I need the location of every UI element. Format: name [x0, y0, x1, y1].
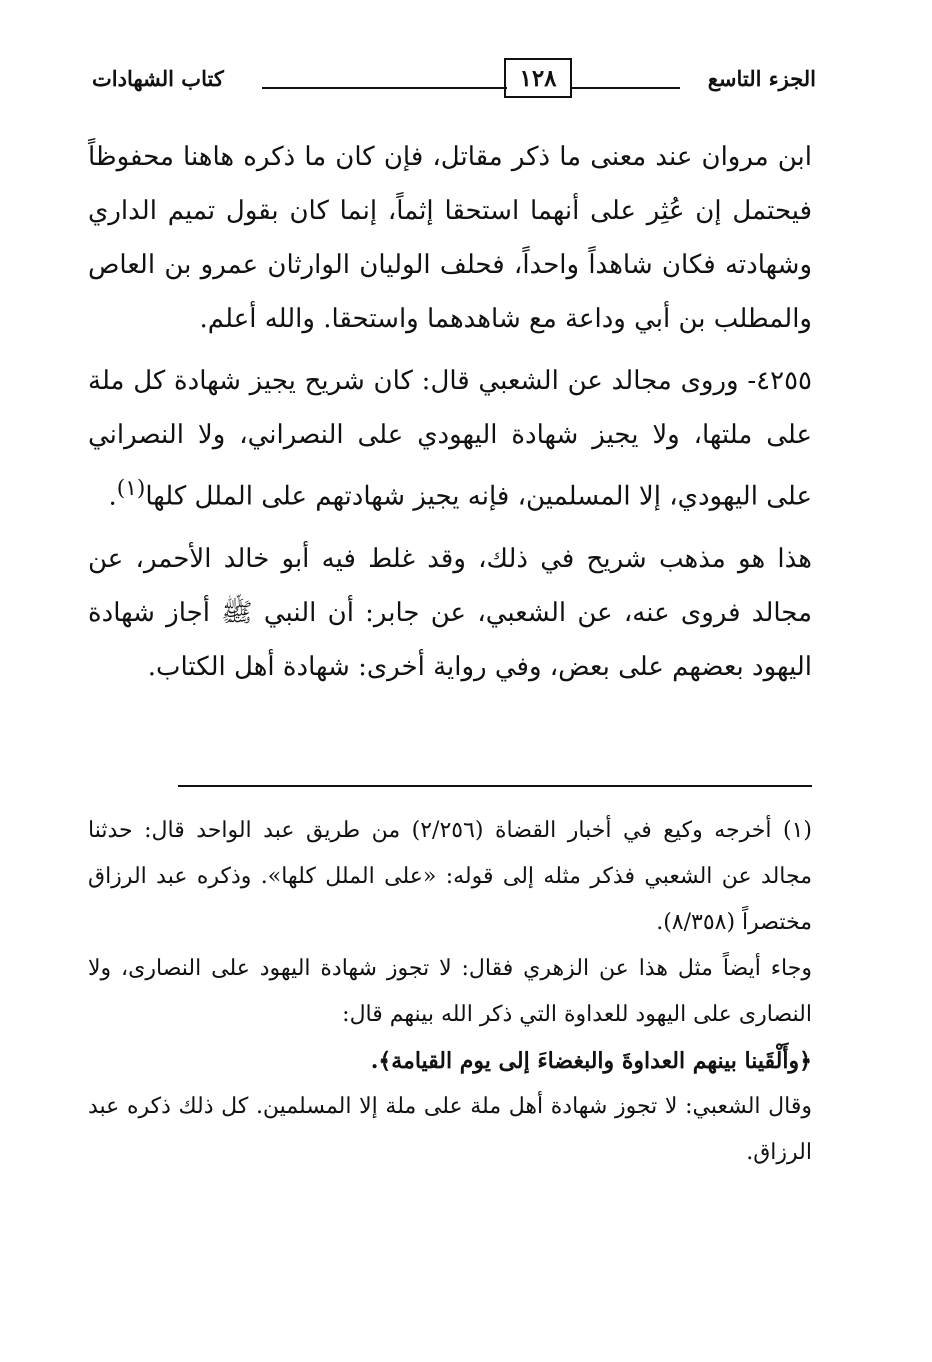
paragraph-2-text: ٤٢٥٥- وروى مجالد عن الشعبي قال: كان شريح يجيز شهادة كل ملة على ملتها، ولا يجيز شهادة اليهودي على النصراني، ولا النصراني على اليهودي، إلا المسلمين، فإنه يجيز شهادتهم على الملل كلها: [88, 366, 812, 512]
footnotes: [88, 808, 812, 1176]
paragraph-2-end: .: [108, 481, 117, 512]
footnote-1-continued: وجاء أيضاً مثل هذا عن الزهري فقال: لا تجوز شهادة اليهود على النصارى، ولا النصارى على اليهود للعداوة التي ذكر الله بينهم قال:: [88, 956, 812, 1027]
book-title: كتاب الشهادات: [92, 66, 224, 91]
footnote-1: (١) أخرجه وكيع في أخبار القضاة (٢/٢٥٦) من طريق عبد الواحد قال: حدثنا مجالد عن الشعبي فذكر مثله إلى قوله: «على الملل كلها». وذكره عبد الرزاق مختصراً (٨/٣٥٨).: [88, 818, 812, 935]
footnote-divider: [178, 785, 812, 787]
paragraph-1: ابن مروان عند معنى ما ذكر مقاتل، فإن كان ما ذكره هاهنا محفوظاً فيحتمل إن عُثِر على أنهما استحقا إثماً، إنما كان بقول تميم الداري وشهادته فكان شاهداً واحداً، فحلف الوليان الوارثان عمرو بن العاص والمطلب بن أبي وداعة مع شاهدهما واستحقا. والله أعلم.: [88, 142, 812, 334]
paragraph-2: [88, 354, 812, 524]
quran-verse: ﴿وأَلْقَينا بينهم العداوةَ والبغضاءَ إلى يوم القيامة﴾.: [370, 1048, 812, 1074]
header-rule-left: [262, 87, 507, 89]
header-rule-right: [570, 87, 680, 89]
footnote-1-final: وقال الشعبي: لا تجوز شهادة أهل ملة على ملة إلا المسلمين. كل ذلك ذكره عبد الرزاق.: [88, 1094, 812, 1165]
footnote-ref: (١): [116, 476, 146, 501]
page-number: ١٢٨: [504, 58, 572, 98]
volume-title: الجزء التاسع: [707, 66, 816, 91]
main-text: [88, 130, 812, 694]
paragraph-3: هذا هو مذهب شريح في ذلك، وقد غلط فيه أبو خالد الأحمر، عن مجالد فروى عنه، عن الشعبي، عن جابر: أن النبي ﷺ أجاز شهادة اليهود بعضهم على بعض، وفي رواية أخرى: شهادة أهل الكتاب.: [88, 543, 812, 682]
page-header: [92, 58, 816, 108]
